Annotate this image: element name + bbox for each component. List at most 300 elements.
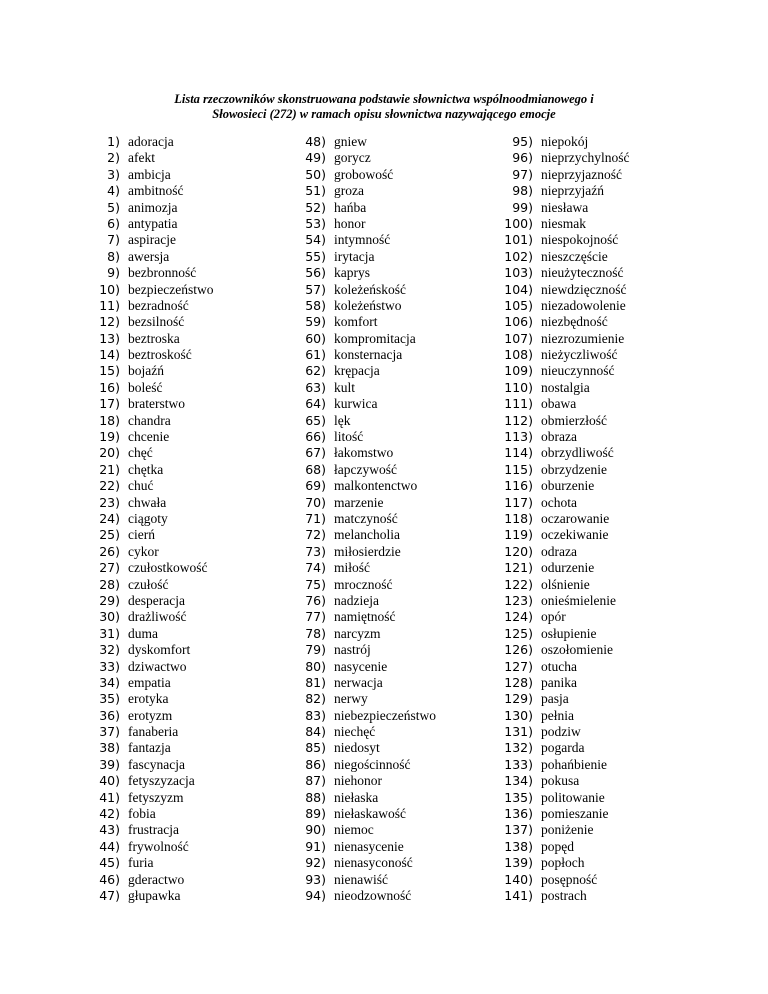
list-item [88, 659, 318, 675]
list-item [294, 708, 524, 724]
list-item-number: 94) [305, 887, 326, 903]
list-item-word: niewdzięczność [541, 281, 627, 297]
list-item-word: popłoch [541, 855, 585, 871]
list-item-number: 132) [504, 740, 533, 756]
list-item [88, 806, 318, 822]
list-item-number: 78) [305, 625, 326, 641]
list-item-number: 89) [305, 806, 326, 822]
list-item-number: 138) [504, 838, 533, 854]
list-item [294, 593, 524, 609]
list-item [294, 200, 524, 216]
list-item [88, 675, 318, 691]
list-item [501, 708, 731, 724]
list-item [501, 642, 731, 658]
list-item [294, 282, 524, 298]
list-item-word: koleżeńskość [334, 281, 406, 297]
list-item-word: obraza [541, 429, 577, 445]
list-item-number: 8) [107, 248, 120, 264]
list-item-word: nienasycenie [334, 838, 404, 854]
list-item-word: matczyność [334, 510, 398, 526]
list-item-word: fascynacja [128, 756, 185, 772]
list-item-word: obrzydliwość [541, 445, 614, 461]
list-item-number: 17) [99, 396, 120, 412]
list-item-word: odraza [541, 543, 577, 559]
list-item-number: 36) [99, 707, 120, 723]
list-item-number: 13) [99, 330, 120, 346]
list-item [294, 445, 524, 461]
list-item-word: beztroska [128, 330, 180, 346]
list-item [88, 150, 318, 166]
list-item-word: nastrój [334, 642, 371, 658]
list-item [294, 642, 524, 658]
list-item-word: namiętność [334, 609, 396, 625]
list-item [88, 708, 318, 724]
list-item-word: frustracja [128, 822, 179, 838]
list-item [501, 495, 731, 511]
list-item-word: koleżeństwo [334, 297, 402, 313]
list-item-word: litość [334, 429, 364, 445]
list-item-word: frywolność [128, 838, 189, 854]
list-item [501, 577, 731, 593]
list-item-word: chwała [128, 494, 167, 510]
list-item [88, 544, 318, 560]
list-item [501, 822, 731, 838]
list-item-word: czułostkowość [128, 560, 208, 576]
list-item-number: 88) [305, 789, 326, 805]
list-item-number: 3) [107, 166, 120, 182]
list-item-number: 29) [99, 592, 120, 608]
list-item-word: hańba [334, 199, 367, 215]
list-item [294, 577, 524, 593]
list-item-number: 82) [305, 691, 326, 707]
list-item-number: 11) [99, 297, 120, 313]
list-item [501, 363, 731, 379]
list-item-number: 140) [504, 871, 533, 887]
list-item-word: braterstwo [128, 396, 185, 412]
list-item [88, 183, 318, 199]
list-item [294, 609, 524, 625]
list-item-word: olśnienie [541, 576, 590, 592]
list-item-word: posępność [541, 871, 598, 887]
list-item [88, 511, 318, 527]
list-item-number: 38) [99, 740, 120, 756]
list-item-word: kult [334, 379, 356, 395]
list-item [294, 134, 524, 150]
list-item [501, 232, 731, 248]
list-item-number: 124) [504, 609, 533, 625]
list-item-word: desperacja [128, 592, 185, 608]
list-item-word: animozja [128, 199, 178, 215]
list-item [88, 609, 318, 625]
list-item-number: 56) [305, 265, 326, 281]
list-item-word: niezrozumienie [541, 330, 625, 346]
list-item-number: 136) [504, 806, 533, 822]
list-item-number: 85) [305, 740, 326, 756]
list-item-word: fantazja [128, 740, 171, 756]
list-item-word: niepokój [541, 134, 589, 149]
list-item [294, 249, 524, 265]
list-item-word: empatia [128, 674, 171, 690]
list-item-number: 120) [504, 543, 533, 559]
list-item [294, 478, 524, 494]
list-item-word: pohańbienie [541, 756, 607, 772]
list-item-number: 19) [99, 429, 120, 445]
word-list-column-1 [88, 134, 318, 904]
list-item-number: 131) [504, 724, 533, 740]
list-item-number: 129) [504, 691, 533, 707]
list-item-number: 79) [305, 642, 326, 658]
list-item [501, 249, 731, 265]
list-item-word: niełaska [334, 789, 379, 805]
list-item-number: 1) [107, 134, 120, 149]
list-item-word: opór [541, 609, 566, 625]
list-item-word: fetyszyzacja [128, 773, 195, 789]
list-item-number: 126) [504, 642, 533, 658]
word-list-column-2 [294, 134, 524, 904]
list-item-word: oszołomienie [541, 642, 613, 658]
list-item-number: 2) [107, 150, 120, 166]
list-item-number: 134) [504, 773, 533, 789]
list-item-number: 7) [107, 232, 120, 248]
list-item-number: 6) [107, 215, 120, 231]
list-item-number: 128) [504, 674, 533, 690]
list-item-number: 90) [305, 822, 326, 838]
list-item [294, 806, 524, 822]
list-item-word: nieżyczliwość [541, 347, 618, 363]
list-item [294, 232, 524, 248]
list-item-number: 37) [99, 724, 120, 740]
list-item [88, 429, 318, 445]
list-item-word: awersja [128, 248, 170, 264]
list-item-number: 102) [504, 248, 533, 264]
list-item-number: 5) [107, 199, 120, 215]
list-item-number: 39) [99, 756, 120, 772]
list-item-word: nieprzychylność [541, 150, 630, 166]
list-item-word: obmierzłość [541, 412, 607, 428]
list-item [294, 822, 524, 838]
list-item-word: lęk [334, 412, 351, 428]
list-item [501, 757, 731, 773]
list-item-word: oczekiwanie [541, 527, 609, 543]
list-item [88, 216, 318, 232]
list-item-word: erotyka [128, 691, 169, 707]
list-item-number: 62) [305, 363, 326, 379]
list-item-word: oburzenie [541, 478, 595, 494]
list-item-word: kaprys [334, 265, 370, 281]
list-item-word: otucha [541, 658, 577, 674]
list-item-word: niebezpieczeństwo [334, 707, 436, 723]
list-item-word: duma [128, 625, 158, 641]
list-item-number: 137) [504, 822, 533, 838]
list-item [501, 724, 731, 740]
list-item-word: cierń [128, 527, 155, 543]
list-item-number: 45) [99, 855, 120, 871]
list-item [88, 445, 318, 461]
list-item-word: nienawiść [334, 871, 388, 887]
list-item-word: drażliwość [128, 609, 187, 625]
list-item-word: ambitność [128, 183, 184, 199]
list-item [294, 626, 524, 642]
list-item [88, 527, 318, 543]
list-item [501, 331, 731, 347]
list-item-number: 21) [99, 461, 120, 477]
list-item [294, 363, 524, 379]
list-item [501, 478, 731, 494]
list-item-word: chętka [128, 461, 164, 477]
list-item [294, 659, 524, 675]
list-item [501, 150, 731, 166]
list-item-word: adoracja [128, 134, 174, 149]
list-item [501, 167, 731, 183]
list-item [294, 347, 524, 363]
list-item-number: 49) [305, 150, 326, 166]
list-item-word: grobowość [334, 166, 394, 182]
list-item [294, 790, 524, 806]
list-item [88, 396, 318, 412]
list-item-number: 95) [512, 134, 533, 149]
list-item [501, 806, 731, 822]
list-item [88, 298, 318, 314]
list-item-word: głupawka [128, 887, 181, 903]
list-item [88, 347, 318, 363]
list-item [501, 380, 731, 396]
list-item [501, 413, 731, 429]
list-item [88, 691, 318, 707]
list-item [501, 200, 731, 216]
list-item [294, 265, 524, 281]
list-item [294, 724, 524, 740]
list-item-number: 58) [305, 297, 326, 313]
list-item-word: nerwacja [334, 674, 383, 690]
list-item-word: miłość [334, 560, 370, 576]
list-item [501, 675, 731, 691]
list-item-word: narcyzm [334, 625, 381, 641]
list-item-word: gderactwo [128, 871, 185, 887]
list-item [88, 724, 318, 740]
list-item [88, 790, 318, 806]
list-item [88, 282, 318, 298]
list-item [501, 626, 731, 642]
list-item-number: 72) [305, 527, 326, 543]
list-item-number: 69) [305, 478, 326, 494]
list-item-number: 44) [99, 838, 120, 854]
list-item-number: 4) [107, 183, 120, 199]
list-item [501, 183, 731, 199]
list-item [501, 396, 731, 412]
list-item-word: nieprzyjaźń [541, 183, 604, 199]
title-line-2: Słowosieci (272) w ramach opisu słownictwa nazywającego emocje [212, 107, 556, 121]
list-item-word: fobia [128, 806, 156, 822]
list-item-number: 27) [99, 560, 120, 576]
list-item-number: 65) [305, 412, 326, 428]
list-item [88, 822, 318, 838]
list-item-word: czułość [128, 576, 169, 592]
list-item-word: pogarda [541, 740, 585, 756]
list-item [501, 659, 731, 675]
list-item-number: 127) [504, 658, 533, 674]
list-item [501, 593, 731, 609]
list-item [294, 314, 524, 330]
list-item-word: chandra [128, 412, 171, 428]
list-item [294, 462, 524, 478]
list-item-number: 15) [99, 363, 120, 379]
list-item-number: 60) [305, 330, 326, 346]
list-item [88, 757, 318, 773]
title-line-1: Lista rzeczowników skonstruowana podstawie słownictwa wspólnoodmianowego i [174, 92, 594, 106]
list-item-word: niechęć [334, 724, 376, 740]
list-item [88, 839, 318, 855]
list-item [88, 888, 318, 904]
list-item-word: gorycz [334, 150, 371, 166]
list-item-number: 61) [305, 347, 326, 363]
list-item-number: 67) [305, 445, 326, 461]
list-item-number: 83) [305, 707, 326, 723]
list-item-word: niesmak [541, 215, 586, 231]
list-item [501, 134, 731, 150]
list-item-number: 16) [99, 379, 120, 395]
list-item [501, 429, 731, 445]
list-item-number: 32) [99, 642, 120, 658]
list-item-word: antypatia [128, 215, 178, 231]
list-item [501, 511, 731, 527]
list-item-word: komfort [334, 314, 378, 330]
list-item [501, 462, 731, 478]
list-item-word: postrach [541, 887, 587, 903]
list-item-word: pomieszanie [541, 806, 609, 822]
list-item-number: 104) [504, 281, 533, 297]
list-item [501, 872, 731, 888]
list-item-word: odurzenie [541, 560, 595, 576]
list-item-number: 107) [504, 330, 533, 346]
list-item [88, 331, 318, 347]
list-item-number: 121) [504, 560, 533, 576]
list-item-number: 84) [305, 724, 326, 740]
list-item [88, 462, 318, 478]
list-item-word: niespokojność [541, 232, 619, 248]
document-title [60, 92, 708, 122]
list-item-word: niełaskawość [334, 806, 406, 822]
list-item-word: chuć [128, 478, 154, 494]
list-item-number: 30) [99, 609, 120, 625]
list-item-number: 10) [99, 281, 120, 297]
list-item [294, 413, 524, 429]
list-item [501, 282, 731, 298]
list-item-number: 46) [99, 871, 120, 887]
list-item-number: 33) [99, 658, 120, 674]
list-item [88, 626, 318, 642]
list-item-number: 77) [305, 609, 326, 625]
list-item-word: mroczność [334, 576, 393, 592]
list-item-number: 59) [305, 314, 326, 330]
list-item-word: marzenie [334, 494, 384, 510]
list-item [501, 216, 731, 232]
list-item-number: 53) [305, 215, 326, 231]
list-item-word: niegościnność [334, 756, 411, 772]
list-item-word: chęć [128, 445, 153, 461]
list-item-word: melancholia [334, 527, 400, 543]
list-item-number: 55) [305, 248, 326, 264]
list-item-word: erotyzm [128, 707, 173, 723]
list-item [501, 527, 731, 543]
list-item-word: kurwica [334, 396, 378, 412]
list-item-number: 70) [305, 494, 326, 510]
list-item-number: 87) [305, 773, 326, 789]
list-item-number: 114) [504, 445, 533, 461]
list-item [294, 183, 524, 199]
list-item-word: niezbędność [541, 314, 608, 330]
list-item-number: 81) [305, 674, 326, 690]
list-item-number: 40) [99, 773, 120, 789]
list-item-word: honor [334, 215, 366, 231]
list-item-word: niezadowolenie [541, 297, 626, 313]
list-item-number: 110) [504, 379, 533, 395]
list-item-word: miłosierdzie [334, 543, 401, 559]
list-item-word: niehonor [334, 773, 382, 789]
list-item [294, 167, 524, 183]
list-item-number: 48) [305, 134, 326, 149]
list-item-number: 42) [99, 806, 120, 822]
list-item [294, 888, 524, 904]
list-item-number: 115) [504, 461, 533, 477]
list-item-number: 47) [99, 887, 120, 903]
list-item-number: 34) [99, 674, 120, 690]
list-item-number: 135) [504, 789, 533, 805]
list-item [294, 560, 524, 576]
list-item [88, 560, 318, 576]
list-item [88, 380, 318, 396]
list-item-number: 97) [512, 166, 533, 182]
list-item-number: 71) [305, 510, 326, 526]
list-item [294, 495, 524, 511]
list-item [501, 265, 731, 281]
list-item [88, 577, 318, 593]
list-item-number: 12) [99, 314, 120, 330]
list-item [501, 691, 731, 707]
list-item [88, 773, 318, 789]
list-item [501, 839, 731, 855]
word-list-column-3 [501, 134, 731, 904]
list-item-word: niemoc [334, 822, 374, 838]
list-item-word: krępacja [334, 363, 380, 379]
list-item-number: 52) [305, 199, 326, 215]
list-item [294, 691, 524, 707]
list-item [294, 740, 524, 756]
list-item-number: 86) [305, 756, 326, 772]
list-item-number: 112) [504, 412, 533, 428]
list-item-word: bezsilność [128, 314, 185, 330]
list-item [88, 855, 318, 871]
list-item [501, 560, 731, 576]
list-item-word: nieodzowność [334, 887, 412, 903]
list-item [88, 134, 318, 150]
list-item [294, 429, 524, 445]
list-item [294, 331, 524, 347]
list-item [501, 544, 731, 560]
list-item [501, 347, 731, 363]
list-item-number: 139) [504, 855, 533, 871]
list-item [88, 872, 318, 888]
list-item-number: 91) [305, 838, 326, 854]
list-item [88, 363, 318, 379]
list-item [294, 216, 524, 232]
list-item-word: politowanie [541, 789, 605, 805]
list-item-number: 14) [99, 347, 120, 363]
list-item-word: chcenie [128, 429, 170, 445]
list-item [294, 511, 524, 527]
list-item-number: 113) [504, 429, 533, 445]
list-item-word: furia [128, 855, 154, 871]
list-item-number: 93) [305, 871, 326, 887]
